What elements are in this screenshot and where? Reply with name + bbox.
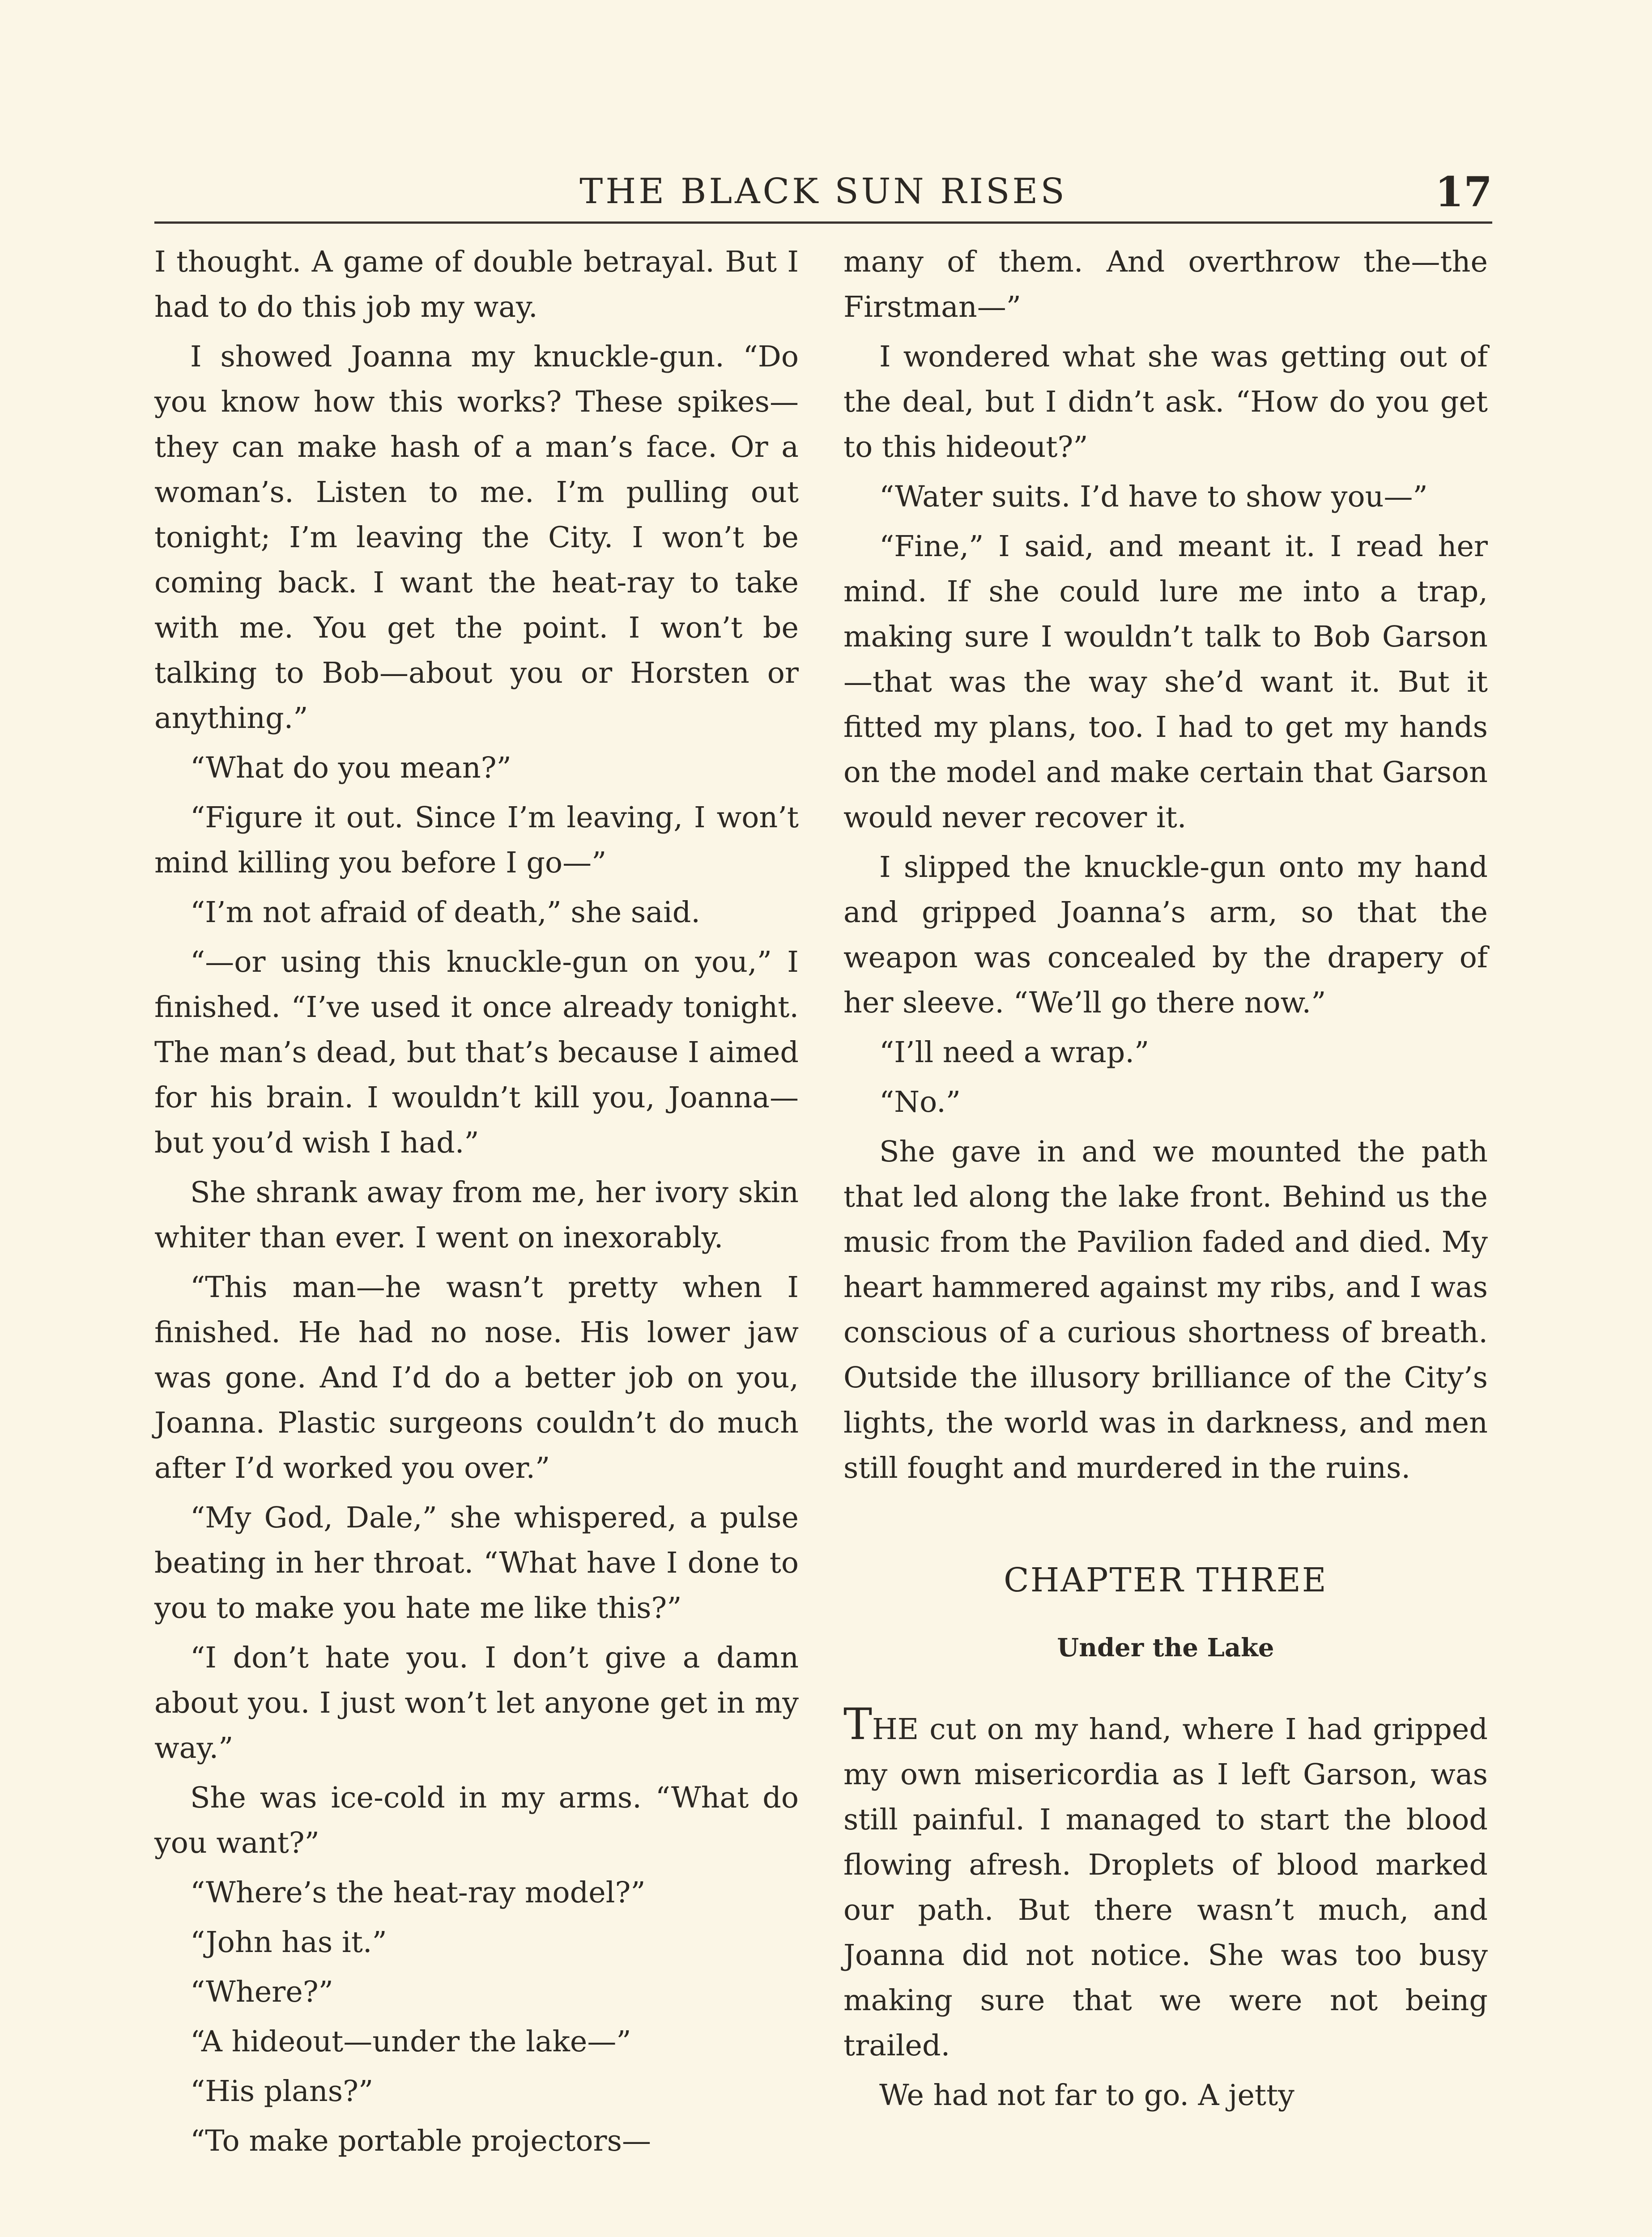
chapter-heading: CHAPTER THREE (1004, 1561, 1328, 1599)
paragraph: “My God, Dale,” she whispered, a pulse beating in her throat. “What have I done to you to make you hate me like this?” (154, 1501, 799, 1625)
paragraph: I showed Joanna my knuckle-gun. “Do you know how this works? These spikes—they can make hash of a man’s face. Or a woman’s. Listen to me. I’m pulling out tonight; I’m leaving the City. I won’t be coming back. I want the heat-ray to take with me. You get the point. I won’t be talking to Bob—about you or Horsten or anything.” (154, 340, 799, 735)
running-title: THE BLACK SUN RISES (579, 171, 1067, 212)
paragraph: “—or using this knuckle-gun on you,” I finished. “I’ve used it once already tonight. The man’s dead, but that’s because I aimed for his brain. I wouldn’t kill you, Joanna—but you’d wish I had.” (154, 945, 799, 1160)
paragraph: She was ice-cold in my arms. “What do you want?” (154, 1781, 799, 1860)
paragraph: “I don’t hate you. I don’t give a damn about you. I just won’t let anyone get in my way.” (154, 1641, 799, 1765)
right-column (843, 239, 1488, 2122)
paragraph: I wondered what she was getting out of the deal, but I didn’t ask. “How do you get to this hideout?” (843, 340, 1488, 464)
paragraph: We had not far to go. A jetty (879, 2079, 1294, 2112)
paragraph: “Fine,” I said, and meant it. I read her mind. If she could lure me into a trap, making sure I wouldn’t talk to Bob Garson—that was the way she’d want it. But it fitted my plans, too. I had to get my hands on the model and make certain that Garson would never recover it. (843, 530, 1488, 834)
paragraph: “To make portable projectors— (190, 2124, 651, 2158)
paragraph: many of them. And overthrow the—the Firstman—” (843, 245, 1488, 324)
paragraph: “A hideout—under the lake—” (190, 2025, 631, 2058)
running-head (154, 168, 1492, 221)
paragraph: “Where?” (190, 1975, 333, 2009)
chapter-opening-paragraph (843, 1699, 1488, 2068)
page-number: 17 (1435, 168, 1492, 216)
paragraph: She gave in and we mounted the path that led along the lake front. Behind us the music from the Pavilion faded and died. My heart hammered against my ribs, and I was conscious of a curious shortness of breath. Outside the illusory brilliance of the City’s lights, the world was in darkness, and men still fought and murdered in the ruins. (843, 1135, 1488, 1485)
paragraph: “What do you mean?” (190, 751, 511, 785)
paragraph: “Where’s the heat-ray model?” (190, 1876, 646, 1910)
paragraph: “His plans?” (190, 2075, 374, 2108)
paragraph: “I’ll need a wrap.” (879, 1036, 1150, 1069)
paragraph: She shrank away from me, her ivory skin whiter than ever. I went on inexorably. (154, 1176, 799, 1255)
paragraph: “John has it.” (190, 1926, 387, 1959)
chapter-opening-text: HE cut on my hand, where I had gripped my own misericordia as I left Garson, was still painful. I managed to start the blood flowing afresh. Droplets of blood marked our path. But there wasn’t much, and Joanna did not notice. She was too busy making sure that we were not being trailed. (843, 1713, 1488, 2063)
paragraph: “I’m not afraid of death,” she said. (190, 896, 701, 929)
paragraph: “Water suits. I’d have to show you—” (879, 480, 1428, 514)
left-column (154, 239, 799, 2168)
chapter-subtitle: Under the Lake (1057, 1633, 1274, 1663)
paragraph: I slipped the knuckle-gun onto my hand and gripped Joanna’s arm, so that the weapon was concealed by the drapery of her sleeve. “We’ll go there now.” (843, 851, 1488, 1020)
drop-cap: T (843, 1699, 873, 1749)
paragraph: “Figure it out. Since I’m leaving, I won’t mind killing you before I go—” (154, 801, 799, 880)
paragraph: “This man—he wasn’t pretty when I finished. He had no nose. His lower jaw was gone. And I’d do a better job on you, Joanna. Plastic surgeons couldn’t do much after I’d worked you over.” (154, 1271, 799, 1485)
paragraph: “No.” (879, 1085, 961, 1119)
header-rule (154, 221, 1492, 224)
paragraph: I thought. A game of double betrayal. But I had to do this job my way. (154, 245, 799, 324)
